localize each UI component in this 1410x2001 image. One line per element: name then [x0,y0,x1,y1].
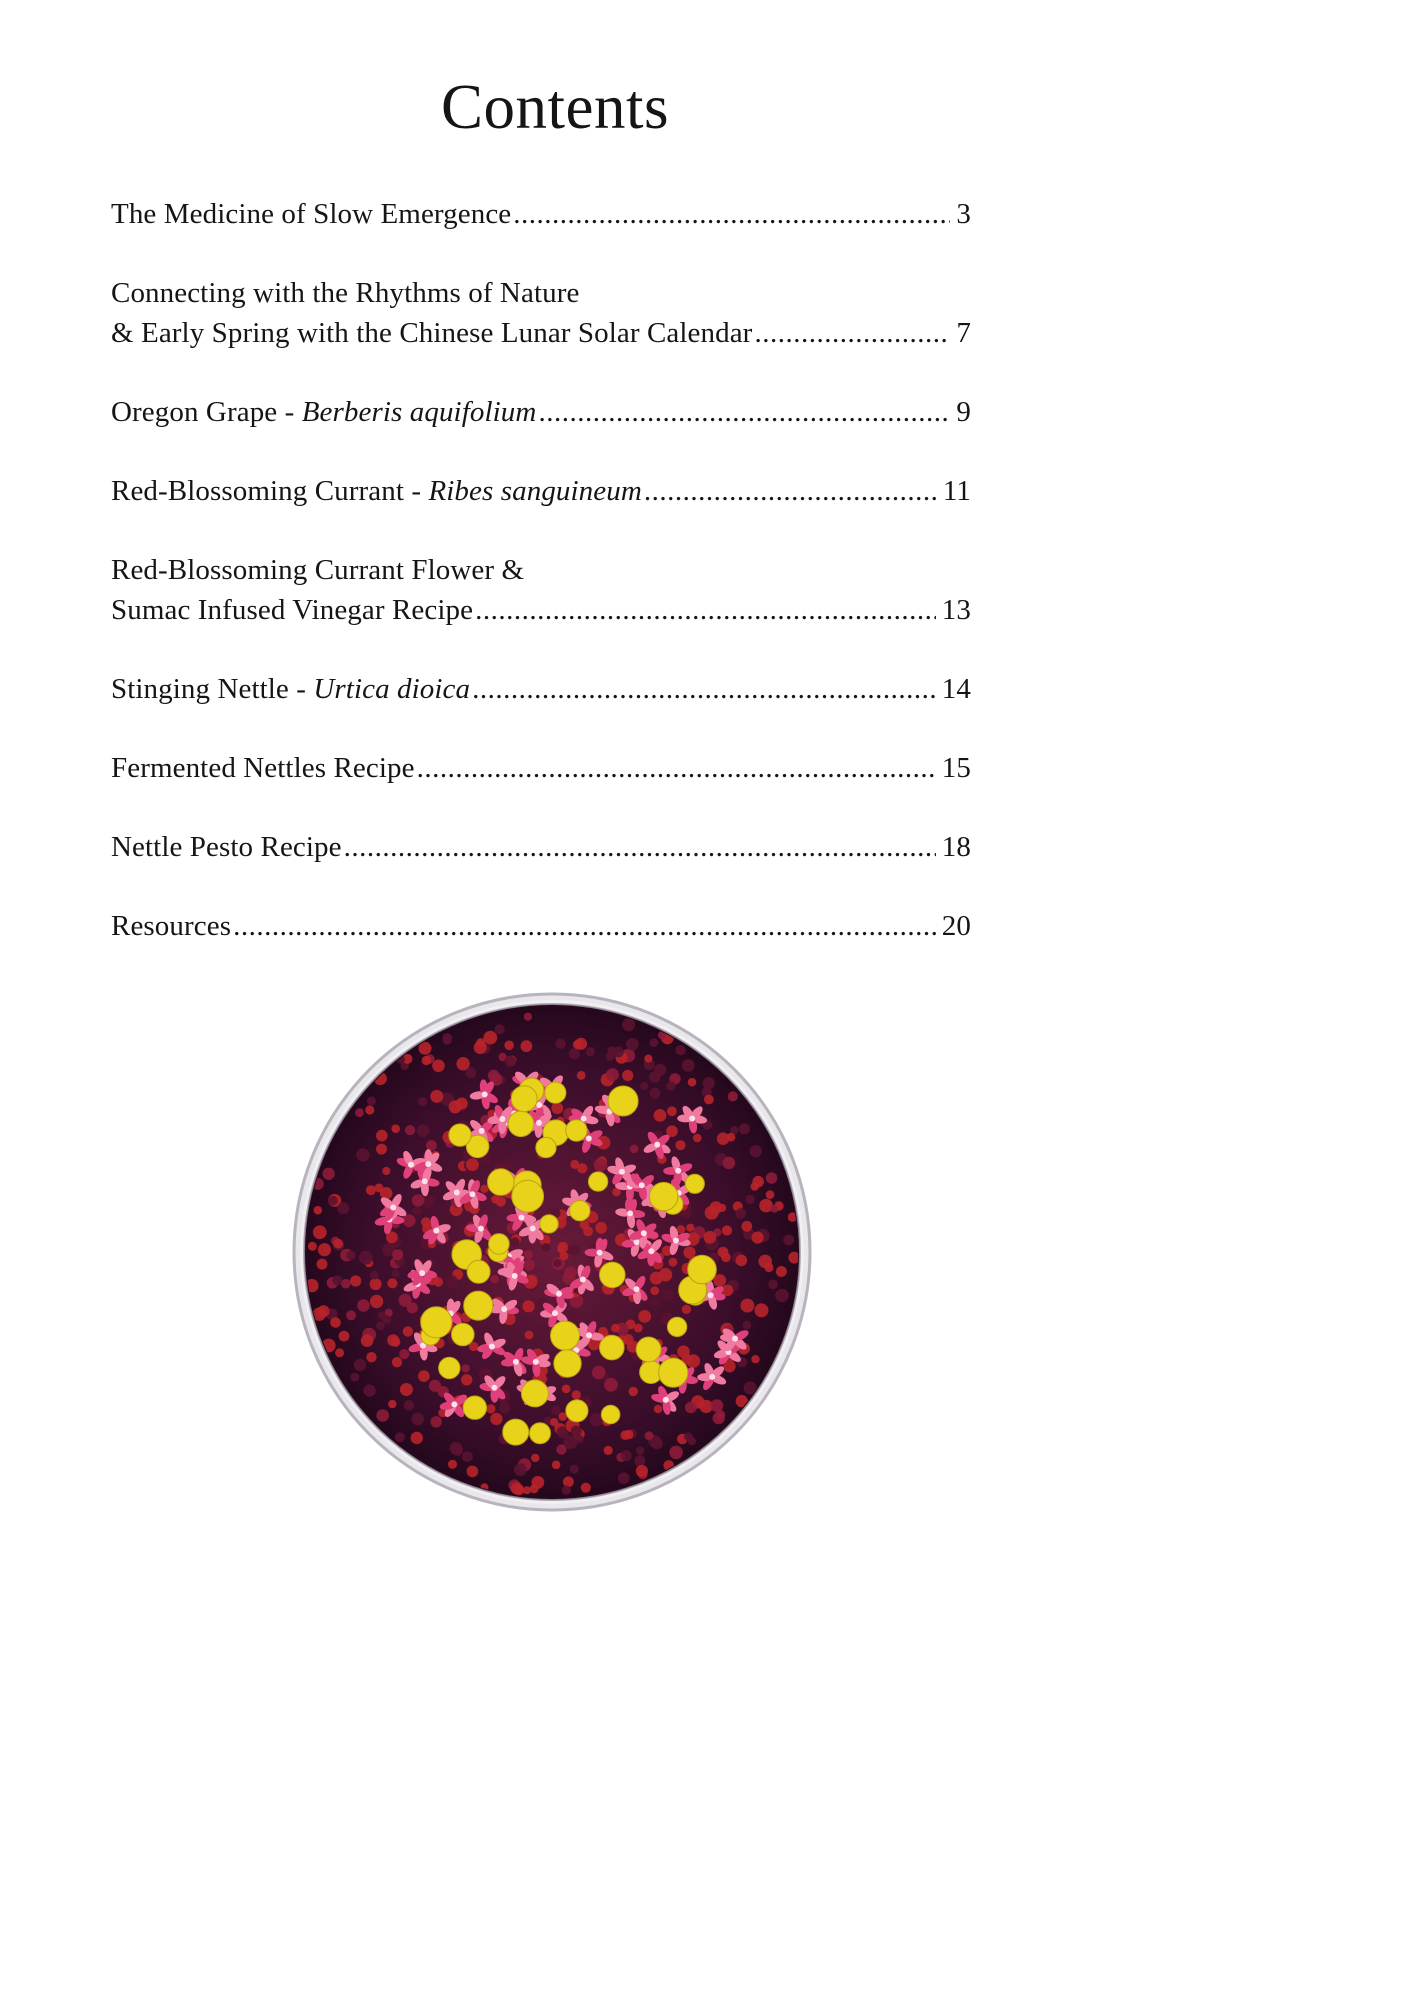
sumac-berry [626,1038,639,1051]
oregon-grape-flower [512,1180,544,1212]
toc-entry[interactable] [111,273,971,353]
sumac-berry [511,1237,520,1246]
sumac-berry [382,1167,390,1175]
dot-leader [344,827,936,867]
oregon-grape-flower [667,1317,686,1336]
sumac-berry [429,1380,441,1392]
sumac-berry [523,1259,534,1270]
sumac-berry [504,1041,514,1051]
toc-entry-title-line-1: Connecting with the Rhythms of Nature [111,277,580,309]
oregon-grape-flower [540,1215,558,1233]
sumac-berry [776,1266,787,1277]
sumac-berry [357,1299,370,1312]
toc-entry[interactable] [111,550,971,630]
sumac-berry [750,1145,762,1157]
sumac-berry [388,1400,396,1408]
oregon-grape-flower [600,1335,625,1360]
sumac-berry [551,1102,563,1114]
sumac-berry [629,1387,638,1396]
sumac-berry [461,1364,469,1372]
toc-latin-name: Ribes sanguineum [428,475,642,507]
sumac-berry [562,1385,571,1394]
sumac-berry [412,1194,424,1206]
sumac-berry [541,1243,550,1252]
sumac-berry [595,1222,607,1234]
oregon-grape-flower [536,1137,556,1157]
sumac-berry [741,1221,752,1232]
oregon-grape-flower [511,1086,537,1112]
sumac-berry [677,1225,686,1234]
sumac-berry [669,1446,683,1460]
oregon-grape-flower [545,1082,566,1103]
toc-page-number: 9 [956,396,971,428]
sumac-berry [613,1047,624,1058]
sumac-berry [764,1263,773,1272]
sumac-berry [442,1033,452,1043]
sumac-berry [675,1140,685,1150]
sumac-berry [337,1202,349,1214]
oregon-grape-flower [508,1111,534,1137]
sumac-berry [634,1455,645,1466]
sumac-berry [361,1334,374,1347]
sumac-berry [669,1258,678,1267]
sumac-berry [728,1091,738,1101]
toc-page-number: 15 [941,752,971,784]
sumac-berry [521,1040,533,1052]
sumac-berry [685,1402,697,1414]
sumac-berry [573,1040,583,1050]
sumac-berry [622,1018,635,1031]
sumac-berry [363,1384,375,1396]
sumac-berry [592,1366,606,1380]
sumac-berry [392,1249,403,1260]
sumac-berry [511,1482,523,1494]
sumac-berry [335,1348,344,1357]
sumac-berry [418,1370,430,1382]
oregon-grape-flower [566,1400,588,1422]
sumac-berry [722,1225,732,1235]
oregon-grape-flower [588,1172,607,1191]
toc-entry[interactable] [111,471,971,511]
sumac-berry [682,1305,691,1314]
sumac-berry [553,1259,561,1267]
sumac-berry [677,1345,690,1358]
sumac-berry [391,1124,400,1133]
sumac-berry [330,1317,341,1328]
sumac-berry [650,1286,659,1295]
sumac-berry [445,1275,458,1288]
sumac-berry [575,1435,584,1444]
toc-entry-title: & Early Spring with the Chinese Lunar Solar Calendar [111,317,753,349]
sumac-berry [365,1105,374,1114]
sumac-berry [456,1098,468,1110]
sumac-berry [405,1125,415,1135]
sumac-berry [715,1410,725,1420]
sumac-berry [491,1195,500,1204]
dot-leader [475,590,936,630]
sumac-berry [562,1486,571,1495]
sumac-berry [332,1275,342,1285]
sumac-berry [399,1294,412,1307]
sumac-berry [570,1465,579,1474]
sumac-berry [611,1324,620,1333]
sumac-berry [675,1045,685,1055]
toc-entry[interactable] [111,392,971,432]
oregon-grape-flower [600,1262,626,1288]
sumac-berry [571,1246,581,1256]
sumac-berry [721,1252,731,1262]
sumac-berry [693,1134,702,1143]
sumac-berry [622,1070,633,1081]
toc-entry-title: Nettle Pesto Recipe [111,831,342,863]
sumac-berry [524,1250,533,1259]
sumac-berry [392,1357,402,1367]
sumac-berry [755,1303,769,1317]
sumac-berry [768,1280,778,1290]
sumac-berry [703,1077,715,1089]
sumac-berry [490,1275,499,1284]
toc-entry[interactable] [111,669,971,709]
sumac-berry [431,1416,442,1427]
sumac-berry [450,1442,463,1455]
sumac-berry [686,1224,694,1232]
sumac-berry [704,1231,717,1244]
sumac-berry [640,1082,648,1090]
dot-leader [513,194,950,234]
sumac-berry [552,1461,561,1470]
sumac-berry [624,1430,633,1439]
sumac-berry [318,1305,330,1317]
sumac-berry [387,1278,397,1288]
oregon-grape-flower [503,1419,529,1445]
sumac-berry [466,1067,477,1078]
oregon-grape-flower [530,1423,551,1444]
sumac-berry [495,1024,505,1034]
sumac-berry [466,1158,479,1171]
sumac-berry [563,1476,574,1487]
sumac-berry [462,1451,473,1462]
sumac-berry [531,1454,539,1462]
sumac-berry [422,1056,431,1065]
sumac-berry [370,1278,382,1290]
sumac-berry [577,1071,586,1080]
sumac-berry [688,1078,697,1087]
sumac-berry [618,1472,630,1484]
sumac-berry [604,1378,618,1392]
sumac-berry [399,1349,409,1359]
sumac-berry [654,1109,667,1122]
oregon-grape-flower [636,1337,661,1362]
sumac-berry [645,1431,654,1440]
sumac-berry [499,1402,510,1413]
sumac-berry [404,1400,415,1411]
sumac-berry [766,1172,778,1184]
oregon-grape-flower [489,1234,510,1255]
sumac-berry [448,1460,457,1469]
sumac-berry [586,1047,595,1056]
sumac-berry [403,1326,413,1336]
sumac-berry [683,1246,695,1258]
sumac-berry [717,1132,730,1145]
sumac-berry [652,1297,661,1306]
sumac-berry [382,1315,391,1324]
sumac-berry [783,1235,794,1246]
dot-leader [644,471,937,511]
sumac-berry [426,1140,437,1151]
sumac-berry [313,1225,327,1239]
sumac-berry [704,1095,714,1105]
sumac-berry [630,1145,639,1154]
toc-entry-title [111,392,536,432]
toc-entry[interactable] [111,748,971,788]
sumac-berry [356,1148,369,1161]
sumac-berry [650,1038,659,1047]
toc-entry-title-line-1: Red-Blossoming Currant Flower & [111,554,525,586]
dot-leader [472,669,936,709]
sumac-berry [318,1243,331,1256]
sumac-berry [649,1071,661,1083]
toc-page-number: 20 [941,910,971,942]
sumac-berry [558,1242,569,1253]
sumac-berry [604,1446,613,1455]
dot-leader [417,748,936,788]
sumac-berry [366,1352,376,1362]
flower-jar-illustration [292,992,812,1512]
sumac-berry [751,1355,759,1363]
sumac-berry [654,1405,663,1414]
toc-entry-title [111,471,642,511]
sumac-berry [739,1123,750,1134]
sumac-berry [380,1187,393,1200]
sumac-berry [580,1220,590,1230]
sumac-berry [505,1056,516,1067]
page-title: Contents [440,72,669,142]
sumac-berry [490,1413,502,1425]
sumac-berry [581,1483,591,1493]
sumac-berry [766,1190,775,1199]
toc-entry[interactable] [111,906,971,946]
sumac-berry [317,1259,328,1270]
sumac-berry [411,1432,423,1444]
sumac-berry [736,1255,748,1267]
dot-leader [233,906,936,946]
sumac-berry [322,1168,334,1180]
sumac-berry [461,1374,472,1385]
oregon-grape-flower [601,1405,620,1424]
sumac-berry [432,1060,445,1073]
oregon-grape-flower [467,1260,490,1283]
sumac-berry [341,1279,351,1289]
toc-common-name: Red-Blossoming Currant - [111,475,429,507]
flower-jar-photo [292,992,812,1512]
sumac-berry [422,1196,435,1209]
sumac-berry [572,1390,581,1399]
sumac-berry [430,1090,443,1103]
sumac-berry [346,1251,356,1261]
oregon-grape-flower [688,1255,717,1284]
sumac-berry [636,1447,644,1455]
oregon-grape-flower [650,1182,678,1210]
sumac-berry [391,1337,400,1346]
oregon-grape-flower [608,1086,638,1116]
sumac-berry [355,1108,364,1117]
sumac-berry [346,1310,356,1320]
sumac-berry [549,1159,558,1168]
toc-page-number: 7 [956,317,971,349]
sumac-berry [551,1406,561,1416]
oregon-grape-flower [463,1396,486,1419]
oregon-grape-flower [521,1380,548,1407]
sumac-berry [740,1299,754,1313]
sumac-berry [723,1157,736,1170]
oregon-grape-flower [554,1350,581,1377]
oregon-grape-flower [488,1169,515,1196]
sumac-berry [687,1354,701,1368]
oregon-grape-flower [439,1357,460,1378]
toc-entry-title: The Medicine of Slow Emergence [111,198,512,230]
sumac-berry [417,1124,430,1137]
sumac-berry [644,1055,652,1063]
sumac-berry [524,1013,532,1021]
toc-entry-title [111,669,470,709]
toc-entry[interactable] [111,194,971,234]
sumac-berry [775,1289,789,1303]
sumac-berry [667,1106,677,1116]
sumac-berry [634,1324,643,1333]
sumac-berry [752,1232,764,1244]
sumac-berry [314,1206,323,1215]
sumac-berry [370,1271,379,1280]
sumac-berry [359,1251,373,1265]
sumac-berry [308,1242,317,1251]
toc-common-name: Oregon Grape - [111,396,302,428]
sumac-berry [467,1466,479,1478]
sumac-berry [636,1465,648,1477]
toc-page-number: 3 [956,198,971,230]
sumac-berry [606,1068,619,1081]
oregon-grape-flower [659,1358,688,1387]
sumac-berry [594,1158,608,1172]
sumac-berry [638,1310,651,1323]
sumac-berry [688,1437,696,1445]
sumac-berry [480,1185,488,1193]
toc-latin-name: Urtica dioica [313,673,471,705]
oregon-grape-flower [464,1291,493,1320]
sumac-berry [370,1295,383,1308]
sumac-berry [413,1207,422,1216]
sumac-berry [411,1412,424,1425]
sumac-berry [328,1196,338,1206]
toc-entry-title: Fermented Nettles Recipe [111,752,415,784]
sumac-berry [525,1331,534,1340]
sumac-berry [621,1450,632,1461]
oregon-grape-flower [452,1323,475,1346]
sumac-berry [366,1185,376,1195]
toc-common-name: Stinging Nettle - [111,673,314,705]
table-of-contents [111,194,971,985]
sumac-berry [376,1409,389,1422]
dot-leader [538,392,950,432]
sumac-berry [354,1359,366,1371]
sumac-berry [486,1404,495,1413]
sumac-berry [474,1041,487,1054]
oregon-grape-flower [570,1201,590,1221]
sumac-berry [663,1290,674,1301]
sumac-berry [483,1031,497,1045]
sumac-berry [577,1163,587,1173]
sumac-berry [418,1097,427,1106]
sumac-berry [682,1059,695,1072]
sumac-berry [400,1383,413,1396]
sumac-berry [532,1476,545,1489]
sumac-berry [522,1300,534,1312]
sumac-berry [350,1373,359,1382]
sumac-berry [555,1039,565,1049]
sumac-berry [666,1081,675,1090]
toc-page-number: 14 [941,673,971,705]
sumac-berry [392,1270,400,1278]
oregon-grape-flower [566,1120,587,1141]
sumac-berry [350,1275,361,1286]
sumac-berry [746,1195,755,1204]
toc-entry-title: Resources [111,910,232,942]
sumac-berry [752,1176,764,1188]
toc-page-number: 11 [942,475,971,507]
sumac-berry [650,1272,663,1285]
sumac-berry [395,1432,405,1442]
sumac-berry [743,1321,752,1330]
toc-entry[interactable] [111,827,971,867]
sumac-berry [560,1252,569,1261]
dot-leader [754,313,950,353]
sumac-berry [434,1277,443,1286]
sumac-berry [569,1048,580,1059]
sumac-berry [514,1463,527,1476]
sumac-berry [367,1097,376,1106]
toc-page-number: 18 [941,831,971,863]
sumac-berry [376,1130,388,1142]
toc-entry-title: Sumac Infused Vinegar Recipe [111,594,474,626]
sumac-berry [339,1331,350,1342]
sumac-berry [550,1418,558,1426]
sumac-berry [649,1088,660,1099]
oregon-grape-flower [421,1307,452,1338]
oregon-grape-flower [685,1174,704,1193]
sumac-berry [376,1144,387,1155]
sumac-berry [710,1399,723,1412]
sumac-berry [735,1208,746,1219]
toc-latin-name: Berberis aquifolium [301,396,537,428]
toc-page-number: 13 [941,594,971,626]
sumac-berry [710,1201,723,1214]
sumac-berry [770,1205,778,1213]
sumac-berry [333,1239,343,1249]
oregon-grape-flower [551,1321,580,1350]
oregon-grape-flower [449,1124,471,1146]
sumac-berry [403,1214,416,1227]
